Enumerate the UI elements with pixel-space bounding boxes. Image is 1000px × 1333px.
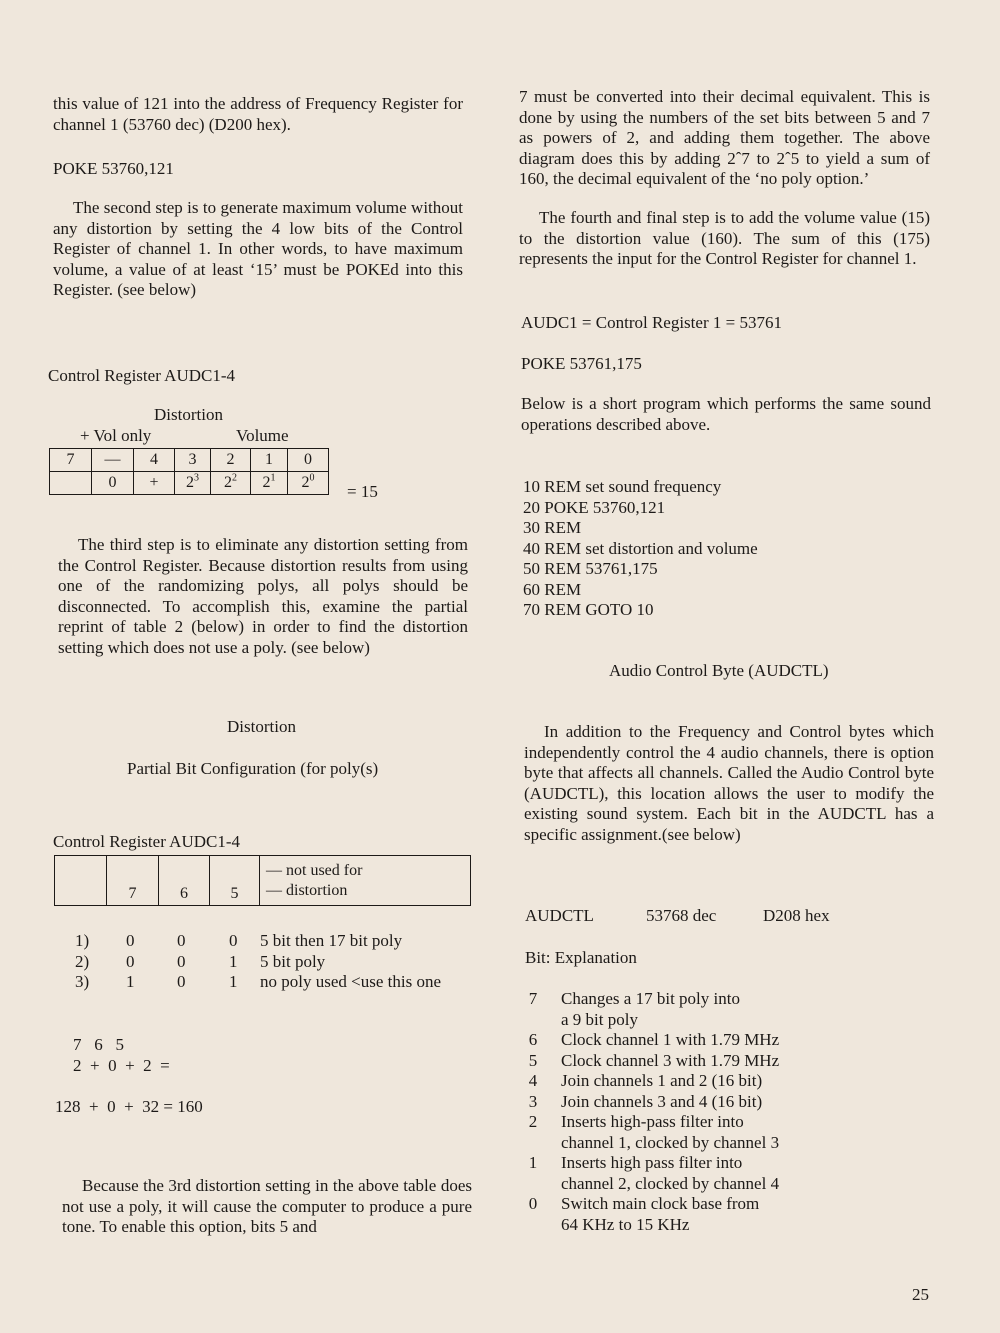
- table-cell: 5: [210, 856, 260, 906]
- row-description: no poly used <use this one: [260, 972, 441, 991]
- poke-statement-2: POKE 53761,175: [521, 354, 642, 373]
- bit-value: 0: [177, 972, 186, 991]
- label-distortion: Distortion: [154, 405, 223, 424]
- row-number: 2): [75, 952, 90, 971]
- poke-statement-1: POKE 53760,121: [53, 159, 174, 178]
- program-line: 40 REM set distortion and volume: [523, 538, 758, 558]
- bit-description: 64 KHz to 15 KHz: [561, 1214, 690, 1234]
- table-cell: 6: [159, 856, 210, 906]
- bit-value: 0: [177, 931, 186, 950]
- table-row: [50, 472, 329, 495]
- table-cell: $2^3$: [175, 472, 211, 495]
- table-row: [55, 856, 471, 906]
- table-cell: 3: [175, 449, 211, 472]
- program-line: 10 REM set sound frequency: [523, 477, 722, 496]
- label-volume: Volume: [236, 426, 289, 445]
- list-item: [525, 1071, 925, 1092]
- basic-program-listing: [523, 477, 758, 621]
- bit-explanation-heading: Bit: Explanation: [525, 948, 637, 967]
- table-cell: 7: [50, 449, 92, 472]
- table-cell: 2: [211, 449, 251, 472]
- bit-number: 2: [528, 1112, 538, 1131]
- table-cell: 0: [92, 472, 134, 495]
- table-cell: $2^2$: [211, 472, 251, 495]
- table-cell: 7: [107, 856, 159, 906]
- bit-value: 0: [126, 952, 135, 971]
- list-item: [525, 1153, 925, 1194]
- bit-description: Inserts high pass filter into: [561, 1153, 743, 1172]
- table-cell: [50, 472, 92, 495]
- bit-description: a 9 bit poly: [561, 1009, 638, 1029]
- bit-description: Join channels 1 and 2 (16 bit): [561, 1071, 763, 1090]
- list-item: [525, 1051, 925, 1072]
- calculation-powers: 7 6 5: [73, 1035, 124, 1054]
- page-number: 25: [912, 1285, 929, 1304]
- audctl-name: AUDCTL: [525, 906, 594, 925]
- row-description: 5 bit poly: [260, 952, 326, 971]
- bit-value: 0: [126, 931, 135, 950]
- table-result: = 15: [347, 482, 378, 501]
- left-paragraph-2: The second step is to generate maximum volume without any distortion by setting the 4 low bits of the Control Register of channel 1. In other words, to have maximum volume, a value of at least ‘15’ must be POKEd into this Register. (see below): [53, 198, 463, 299]
- bit-description: channel 2, clocked by channel 4: [561, 1173, 780, 1193]
- row-number: 1): [75, 931, 90, 950]
- right-paragraph-2: The fourth and final step is to add the volume value (15) to the distortion value (160). The sum of this (175) represents the input for the Control Register for channel 1.: [519, 208, 930, 268]
- table-cell: [260, 856, 471, 906]
- bit-description: Inserts high-pass filter into: [561, 1112, 744, 1131]
- table-cell: $2^0$: [288, 472, 329, 495]
- calculation-result: 128 + 0 + 32 = 160: [55, 1097, 203, 1116]
- control-register-title: Control Register AUDC1-4: [48, 366, 235, 385]
- row-description: 5 bit then 17 bit poly: [260, 931, 403, 950]
- audc-equation: AUDC1 = Control Register 1 = 53761: [521, 313, 782, 332]
- left-paragraph-4: Because the 3rd distortion setting in the above table does not use a poly, it will cause the computer to produce a pure tone. To enable this option, bits 5 and: [62, 1176, 472, 1236]
- table-cell: $2^1$: [251, 472, 288, 495]
- right-paragraph-4: In addition to the Frequency and Control bytes which independently control the 4 audio channels, there is option byte that affects all channels. Called the Audio Control byte (AUDCTL), this location allows the user to modify the existing sound system. Each bit in the AUDCTL has a specific assignment.(see below): [524, 722, 934, 844]
- program-line: 20 POKE 53760,121: [523, 497, 666, 517]
- left-paragraph-3: The third step is to eliminate any distortion setting from the Control Register. Because distortion results from using one of the randomizing polys, all polys should be disconnected. To accomplish this, examine the partial reprint of table 2 (below) in order to find the distortion setting which does not use a poly. (see below): [58, 535, 468, 657]
- control-register-table: [49, 448, 329, 495]
- table-cell: [55, 856, 107, 906]
- list-item: [525, 989, 925, 1030]
- bit-description: Clock channel 1 with 1.79 MHz: [561, 1030, 780, 1049]
- list-item: [525, 1194, 925, 1235]
- note-not-used-for: — not used for: [266, 861, 363, 879]
- bit-value: 1: [126, 972, 135, 991]
- bit-number: 1: [528, 1153, 538, 1172]
- table-cell: 0: [288, 449, 329, 472]
- exponent: 1: [270, 472, 276, 484]
- table-cell: +: [134, 472, 175, 495]
- bit-value: 0: [229, 931, 238, 950]
- bit-description: Changes a 17 bit poly into: [561, 989, 740, 1008]
- bit-value: 1: [229, 972, 238, 991]
- bit-explanation-list: [525, 989, 925, 1235]
- bit-number: 3: [528, 1091, 538, 1111]
- right-paragraph-3: Below is a short program which performs the same sound operations described above.: [521, 394, 931, 434]
- bit-number: 4: [528, 1071, 538, 1090]
- program-line: 60 REM: [523, 579, 582, 599]
- exponent: 0: [309, 472, 315, 484]
- left-paragraph-1: this value of 121 into the address of Frequency Register for channel 1 (53760 dec) (D200 hex).: [53, 94, 463, 134]
- calculation-bases: 2 + 0 + 2 =: [73, 1056, 170, 1075]
- bit-description: Clock channel 3 with 1.79 MHz: [561, 1050, 780, 1070]
- bit-number: 7: [528, 989, 538, 1008]
- bit-description: channel 1, clocked by channel 3: [561, 1132, 780, 1152]
- list-item: [525, 1030, 925, 1051]
- bit-number: 0: [528, 1194, 538, 1213]
- bit-number: 5: [528, 1050, 538, 1070]
- distortion-header-table: [54, 855, 471, 906]
- bit-description: Join channels 3 and 4 (16 bit): [561, 1091, 763, 1111]
- table-cell: 4: [134, 449, 175, 472]
- bit-value: 1: [229, 952, 238, 971]
- heading-audio-control-byte: Audio Control Byte (AUDCTL): [609, 661, 829, 680]
- row-number: 3): [75, 972, 90, 991]
- program-line: 30 REM: [523, 518, 582, 537]
- control-register-title-2: Control Register AUDC1-4: [53, 832, 240, 851]
- program-line: 70 REM GOTO 10: [523, 600, 654, 619]
- right-paragraph-1: 7 must be converted into their decimal equivalent. This is done by using the numbers of the set bits between 5 and 7 as powers of 2, and adding them together. The above diagram does this by adding 2ˆ7 to 2ˆ5 to yield a sum of 160, the decimal equivalent of the ‘no poly option.’: [519, 87, 930, 188]
- bit-number: 6: [528, 1030, 538, 1049]
- audctl-hex: D208 hex: [763, 906, 830, 925]
- audctl-decimal: 53768 dec: [646, 906, 717, 925]
- list-item: [525, 1112, 925, 1153]
- exponent: 3: [194, 472, 199, 484]
- exponent: 2: [232, 472, 237, 484]
- program-line: 50 REM 53761,175: [523, 559, 658, 578]
- heading-partial-bit-configuration: Partial Bit Configuration (for poly(s): [127, 759, 379, 778]
- table-cell: —: [92, 449, 134, 472]
- label-vol-only: + Vol only: [80, 426, 152, 445]
- table-row: [50, 449, 329, 472]
- bit-description: Switch main clock base from: [561, 1194, 760, 1213]
- table-cell: 1: [251, 449, 288, 472]
- note-distortion: — distortion: [266, 881, 348, 899]
- list-item: [525, 1092, 925, 1113]
- heading-distortion: Distortion: [227, 717, 296, 736]
- bit-value: 0: [177, 952, 186, 971]
